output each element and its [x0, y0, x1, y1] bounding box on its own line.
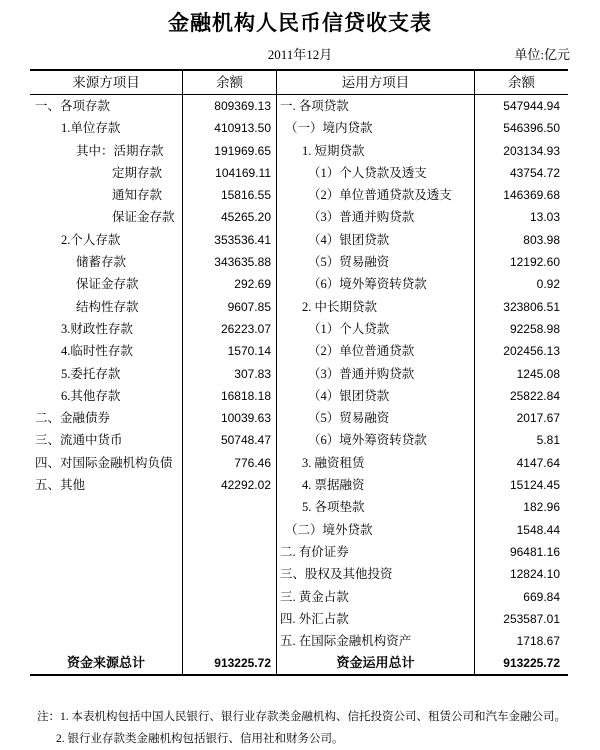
source-total-value: 913225.72 [183, 652, 277, 674]
use-item-value: 25822.84 [509, 388, 560, 403]
table-header [30, 71, 568, 95]
source-item-label: 3.财政性存款 [30, 318, 183, 340]
source-item-label: 二、金融债券 [30, 407, 183, 429]
source-item-value: 292.69 [183, 273, 277, 295]
use-item-value: 4147.64 [516, 455, 560, 470]
use-item-label: 5. 各项垫款 [277, 496, 475, 518]
page-title: 金融机构人民币信贷收支表 [168, 12, 432, 35]
source-item-label: 五、其他 [30, 474, 183, 496]
source-total-label: 资金来源总计 [30, 652, 183, 674]
use-item-label: 3. 融资租赁 [277, 452, 475, 474]
use-item-label: （2）单位普通贷款 [277, 340, 475, 362]
use-item-value: 12192.60 [509, 255, 560, 270]
use-item-value: 13.03 [529, 210, 560, 225]
use-item-label: （二）境外贷款 [277, 519, 475, 541]
use-total-value: 913225.72 [503, 656, 560, 671]
source-item-label [30, 608, 183, 630]
use-item-label: （6）境外筹资转贷款 [277, 429, 475, 451]
source-item-value: 50748.47 [183, 429, 277, 451]
source-item-value: 42292.02 [183, 474, 277, 496]
source-item-value: 26223.07 [183, 318, 277, 340]
source-item-label: 三、流通中货币 [30, 429, 183, 451]
source-item-label: 6.其他存款 [30, 385, 183, 407]
source-item-label: 储蓄存款 [30, 251, 183, 273]
use-item-value: 669.84 [523, 589, 560, 604]
use-item-label: 二. 有价证券 [277, 541, 475, 563]
header-use-balance: 余额 [475, 71, 568, 95]
use-item-value: 1718.67 [516, 634, 560, 649]
use-item-label: （3）普通并购贷款 [277, 363, 475, 385]
use-item-value: 803.98 [523, 232, 560, 247]
source-item-value: 104169.11 [183, 162, 277, 184]
use-item-label: （一）境内贷款 [277, 117, 475, 139]
source-item-value: 307.83 [183, 363, 277, 385]
use-item-label: 三. 黄金占款 [277, 586, 475, 608]
use-total-label: 资金运用总计 [277, 652, 475, 674]
balance-table [30, 69, 568, 676]
source-item-value: 16818.18 [183, 385, 277, 407]
use-item-label: 一. 各项贷款 [277, 95, 475, 117]
use-item-value: 203134.93 [503, 143, 560, 158]
use-item-value: 146369.68 [503, 188, 560, 203]
use-item-value: 0.92 [536, 277, 560, 292]
source-item-label [30, 496, 183, 518]
use-item-label: 4. 票据融资 [277, 474, 475, 496]
source-item-label: 四、对国际金融机构负债 [30, 452, 183, 474]
use-item-value: 547944.94 [503, 99, 560, 113]
source-item-label: 一、各项存款 [30, 95, 183, 117]
source-item-value: 9607.85 [183, 296, 277, 318]
use-item-value: 546396.50 [503, 121, 560, 136]
source-item-label [30, 586, 183, 608]
source-item-label [30, 541, 183, 563]
use-item-value: 96481.16 [509, 544, 560, 559]
use-item-value: 5.81 [536, 433, 560, 448]
source-item-value: 353536.41 [183, 229, 277, 251]
source-item-value [183, 519, 277, 541]
source-item-value: 410913.50 [183, 117, 277, 139]
header-source-balance: 余额 [183, 71, 277, 95]
source-item-value [183, 541, 277, 563]
total-row [30, 652, 568, 674]
use-item-label: （5）贸易融资 [277, 407, 475, 429]
use-item-label: （6）境外筹资转贷款 [277, 273, 475, 295]
subtitle-row [0, 44, 600, 64]
source-item-label: 2.个人存款 [30, 229, 183, 251]
source-item-label [30, 563, 183, 585]
footnotes [37, 706, 600, 750]
use-item-value: 15124.45 [509, 478, 560, 493]
use-item-value: 253587.01 [503, 611, 560, 626]
source-item-label: 1.单位存款 [30, 117, 183, 139]
header-source-item: 来源方项目 [30, 71, 183, 95]
use-item-value: 182.96 [523, 500, 560, 515]
use-item-label: （2）单位普通贷款及透支 [277, 184, 475, 206]
footnote-1: 注：1. 本表机构包括中国人民银行、银行业存款类金融机构、信托投资公司、租赁公司和汽车金融公司。 [37, 711, 566, 724]
source-item-label: 保证金存款 [30, 273, 183, 295]
source-item-label: 结构性存款 [30, 296, 183, 318]
source-item-label: 通知存款 [30, 184, 183, 206]
source-item-value: 45265.20 [183, 206, 277, 228]
use-item-value: 43754.72 [509, 165, 560, 180]
use-item-value: 1245.08 [516, 366, 560, 381]
use-item-label: （1）个人贷款及透支 [277, 162, 475, 184]
source-item-label: 4.临时性存款 [30, 340, 183, 362]
source-item-value [183, 563, 277, 585]
use-item-label: （5）贸易融资 [277, 251, 475, 273]
use-item-label: （1）个人贷款 [277, 318, 475, 340]
header-use-item: 运用方项目 [277, 71, 475, 95]
source-item-value [183, 630, 277, 652]
use-item-label: （4）银团贷款 [277, 229, 475, 251]
source-item-label: 定期存款 [30, 162, 183, 184]
source-item-label: 保证金存款 [30, 206, 183, 228]
source-item-label [30, 519, 183, 541]
source-item-value [183, 586, 277, 608]
source-item-label [30, 630, 183, 652]
use-item-value: 92258.98 [509, 321, 560, 336]
source-item-value [183, 496, 277, 518]
source-item-label: 其中：活期存款 [30, 140, 183, 162]
footnote-2: 2. 银行业存款类金融机构包括银行、信用社和财务公司。 [56, 733, 344, 746]
source-item-value: 809369.13 [183, 95, 277, 117]
source-item-value: 343635.88 [183, 251, 277, 273]
use-item-label: （4）银团贷款 [277, 385, 475, 407]
source-item-label: 5.委托存款 [30, 363, 183, 385]
source-item-value: 10039.63 [183, 407, 277, 429]
source-item-value [183, 608, 277, 630]
use-item-value: 202456.13 [503, 344, 560, 359]
use-item-label: 2. 中长期贷款 [277, 296, 475, 318]
source-item-value: 191969.65 [183, 140, 277, 162]
use-item-label: 四. 外汇占款 [277, 608, 475, 630]
source-item-value: 1570.14 [183, 340, 277, 362]
use-item-label: （3）普通并购贷款 [277, 206, 475, 228]
source-item-value: 15816.55 [183, 184, 277, 206]
use-item-value: 12824.10 [509, 567, 560, 582]
use-item-label: 1. 短期贷款 [277, 140, 475, 162]
use-item-label: 三、股权及其他投资 [277, 563, 475, 585]
use-item-label: 五. 在国际金融机构资产 [277, 630, 475, 652]
unit-label: 单位:亿元 [514, 47, 570, 62]
use-item-value: 2017.67 [516, 411, 560, 426]
use-item-value: 323806.51 [503, 299, 560, 314]
table-body [30, 95, 568, 652]
source-item-value: 776.46 [183, 452, 277, 474]
use-item-value: 1548.44 [516, 522, 560, 537]
report-date: 2011年12月 [267, 47, 333, 62]
